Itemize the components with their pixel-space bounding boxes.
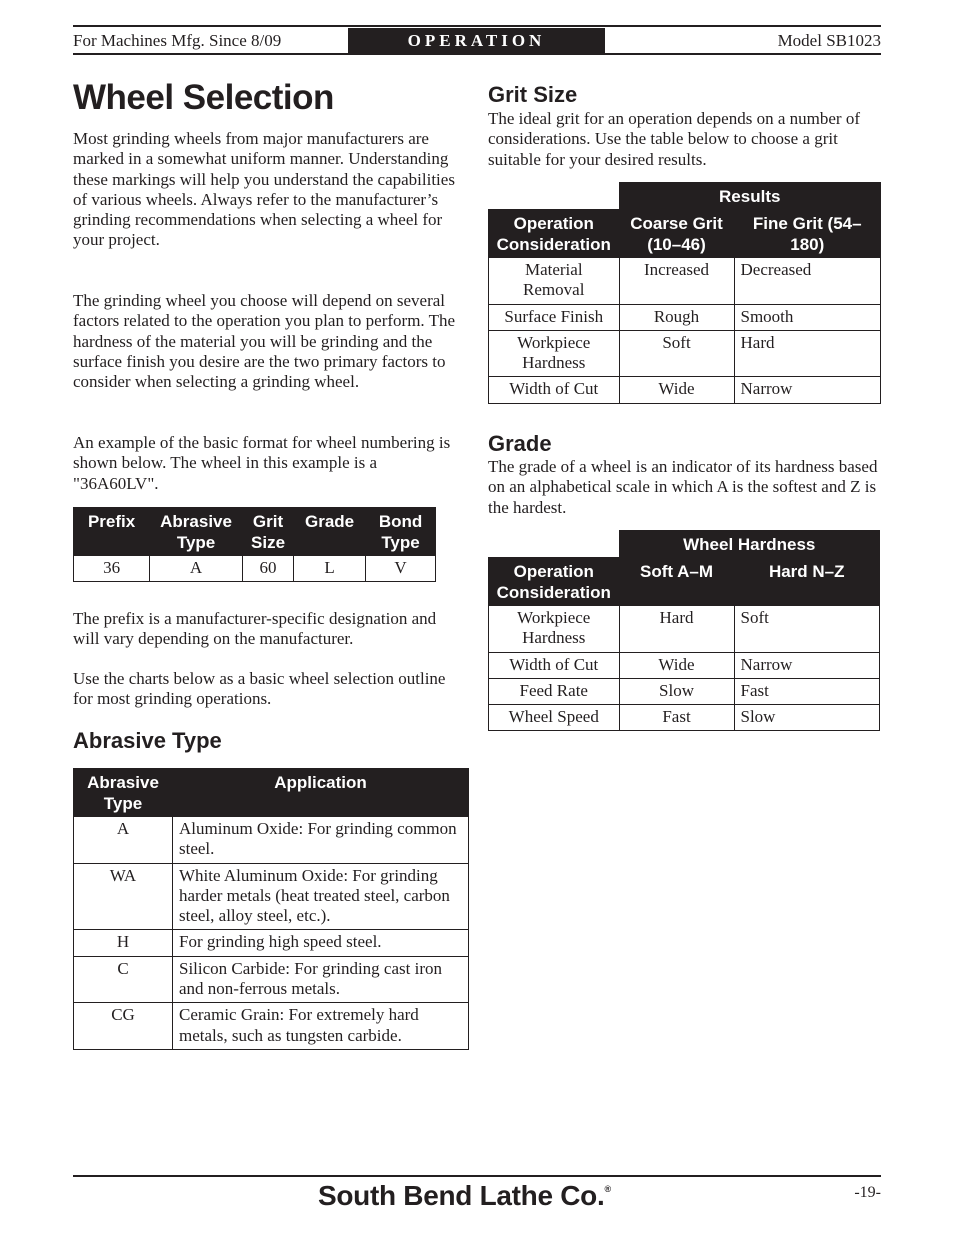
abrasive-code: C (74, 956, 173, 1003)
abrasive-application: Aluminum Oxide: For grinding common steel. (173, 817, 469, 864)
abrasive-application: Ceramic Grain: For extremely hard metals, such as tungsten carbide. (173, 1003, 469, 1050)
header-results: Results (619, 183, 881, 210)
header-hard: Hard N–Z (734, 558, 880, 606)
header-bond-type: Bond Type (366, 508, 436, 556)
soft-cell: Fast (619, 705, 734, 731)
coarse-cell: Soft (619, 330, 734, 377)
grade-heading: Grade (488, 431, 552, 456)
table-group-header-row (489, 183, 881, 210)
hard-cell: Slow (734, 705, 880, 731)
page-number: -19- (854, 1184, 881, 1201)
grade-table (488, 530, 880, 731)
header-rule-bottom (73, 53, 881, 55)
wheel-format-table (73, 507, 436, 582)
consideration-cell: Wheel Speed (489, 705, 620, 731)
table-header-row (74, 508, 436, 556)
table-header-row (489, 210, 881, 258)
header-fine-grit: Fine Grit (54–180) (734, 210, 881, 258)
table-row (74, 1003, 469, 1050)
header-abrasive-type: Abrasive Type (150, 508, 243, 556)
table-row (489, 377, 881, 403)
table-row (489, 606, 880, 653)
abrasive-type-heading: Abrasive Type (73, 728, 222, 753)
value-abrasive-type: A (150, 556, 243, 582)
example-paragraph: An example of the basic format for wheel numbering is shown below. The wheel in this example is a "36A60LV". (73, 433, 451, 493)
header-application: Application (173, 769, 469, 817)
consideration-cell: Feed Rate (489, 678, 620, 704)
table-row (74, 863, 469, 930)
abrasive-code: A (74, 817, 173, 864)
table-row (489, 705, 880, 731)
value-grade: L (294, 556, 366, 582)
abrasive-code: WA (74, 863, 173, 930)
coarse-cell: Increased (619, 258, 734, 305)
table-row (74, 817, 469, 864)
header-prefix: Prefix (74, 508, 150, 556)
table-row (489, 304, 881, 330)
abrasive-application: White Aluminum Oxide: For grinding harder metals (heat treated steel, carbon steel, alloy steel, etc.). (173, 863, 469, 930)
table-row (74, 956, 469, 1003)
header-soft: Soft A–M (619, 558, 734, 606)
header-operation-consideration: Operation Consideration (489, 558, 620, 606)
abrasive-application: For grinding high speed steel. (173, 930, 469, 956)
header-operation-consideration: Operation Consideration (489, 210, 620, 258)
hard-cell: Narrow (734, 652, 880, 678)
grade-paragraph: The grade of a wheel is an indicator of its hardness based on an alphabetical scale in which A is the softest and Z is the hardest. (488, 457, 878, 517)
consideration-cell: Workpiece Hardness (489, 330, 620, 377)
table-row (489, 330, 881, 377)
header-coarse-grit: Coarse Grit (10–46) (619, 210, 734, 258)
consideration-cell: Width of Cut (489, 652, 620, 678)
brand-name: South Bend Lathe Co. (318, 1180, 605, 1211)
fine-cell: Smooth (734, 304, 881, 330)
table-row (489, 258, 881, 305)
header-model: Model SB1023 (777, 31, 881, 50)
soft-cell: Wide (619, 652, 734, 678)
footer-brand (318, 1180, 611, 1212)
coarse-cell: Rough (619, 304, 734, 330)
table-row (489, 678, 880, 704)
table-header-row (74, 769, 469, 817)
trademark-symbol: ® (604, 1184, 611, 1194)
fine-cell: Narrow (734, 377, 881, 403)
table-row (489, 652, 880, 678)
factors-paragraph: The grinding wheel you choose will depend on several factors related to the operation you plan to perform. The hardness of the material you will be grinding and the surface finish you desire are the two primary factors to consider when selecting a grinding wheel. (73, 291, 456, 392)
header-manufacture-date: For Machines Mfg. Since 8/09 (73, 31, 282, 50)
intro-paragraph: Most grinding wheels from major manufacturers are marked in a somewhat uniform manner. Understanding these markings will help you understand the capabilities of various wheels. Always refer to the manufacturer’s grinding recommendations when selecting a wheel for your project. (73, 129, 455, 250)
abrasive-code: H (74, 930, 173, 956)
fine-cell: Hard (734, 330, 881, 377)
hard-cell: Fast (734, 678, 880, 704)
table-group-header-row (489, 531, 880, 558)
value-bond-type: V (366, 556, 436, 582)
coarse-cell: Wide (619, 377, 734, 403)
header-abrasive-type: Abrasive Type (74, 769, 173, 817)
consideration-cell: Surface Finish (489, 304, 620, 330)
table-row (74, 556, 436, 582)
header-rule-top (73, 25, 881, 27)
soft-cell: Hard (619, 606, 734, 653)
consideration-cell: Width of Cut (489, 377, 620, 403)
value-grit-size: 60 (242, 556, 293, 582)
grit-size-heading: Grit Size (488, 82, 578, 107)
abrasive-type-table (73, 768, 469, 1050)
grit-size-table (488, 182, 881, 404)
header-wheel-hardness: Wheel Hardness (619, 531, 880, 558)
soft-cell: Slow (619, 678, 734, 704)
grit-size-paragraph: The ideal grit for an operation depends on a number of considerations. Use the table below to choose a grit suitable for your desired results. (488, 109, 860, 169)
consideration-cell: Workpiece Hardness (489, 606, 620, 653)
charts-paragraph: Use the charts below as a basic wheel selection outline for most grinding operations. (73, 669, 446, 709)
table-row (74, 930, 469, 956)
footer-rule (73, 1175, 881, 1177)
value-prefix: 36 (74, 556, 150, 582)
header-grade: Grade (294, 508, 366, 556)
table-header-row (489, 558, 880, 606)
header-grit-size: Grit Size (242, 508, 293, 556)
abrasive-application: Silicon Carbide: For grinding cast iron and non-ferrous metals. (173, 956, 469, 1003)
page-title: Wheel Selection (73, 78, 334, 117)
header-section-label: OPERATION (348, 28, 605, 53)
prefix-paragraph: The prefix is a manufacturer-specific designation and will vary depending on the manufacturer. (73, 609, 437, 649)
consideration-cell: Material Removal (489, 258, 620, 305)
abrasive-code: CG (74, 1003, 173, 1050)
fine-cell: Decreased (734, 258, 881, 305)
hard-cell: Soft (734, 606, 880, 653)
